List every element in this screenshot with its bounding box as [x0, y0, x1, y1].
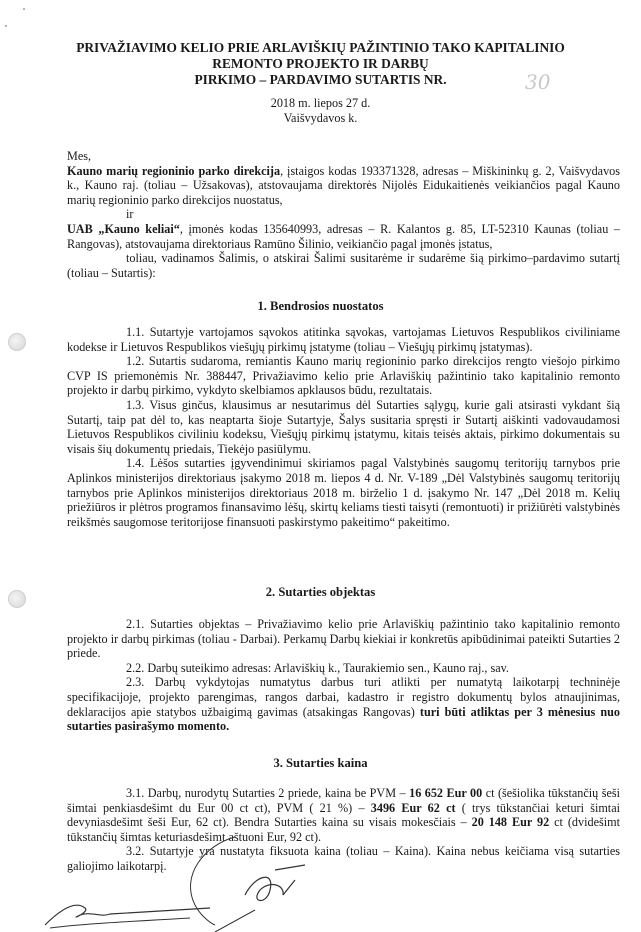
scan-speck — [5, 25, 7, 27]
mes-label: Mes, — [67, 149, 92, 163]
punch-hole — [8, 333, 26, 351]
party-2-name: UAB „Kauno keliai“ — [67, 221, 180, 236]
clause-3-1-text: 3.1. Darbų, nurodytų Sutarties 2 priede, kaina be PVM – — [126, 786, 410, 800]
clause-1-1: 1.1. Sutartyje vartojamos sąvokos atitinka sąvokas, vartojamas Lietuvos Respublikos civiliniame kodekse ir Lietuvos Respublikos viešųjų pirkimų įstatyme (toliau – Viešųjų pirkimų įstatymas). — [67, 325, 620, 354]
signature-2-icon — [175, 835, 325, 932]
total-price: 20 148 Eur 92 — [471, 815, 550, 830]
party-2 — [67, 222, 620, 251]
clause-1-2: 1.2. Sutartis sudaroma, remiantis Kauno marių regioninio parko direkcijos rengto viešojo pirkimo CVP IS priemonėmis Nr. 388447, Privažiavimo kelio prie Arlaviškių pažintinio tako kapitalinio remonto projekto ir darbų pirkimo, vykdyto skelbiamos apklausos būdu, rezultatais. — [67, 354, 620, 398]
price-without-vat: 16 652 Eur 00 — [409, 786, 483, 800]
clause-1-3: 1.3. Visus ginčus, klausimus ar nesutarimus dėl Sutarties sąlygų, kurie gali atsirasti vykdant šią Sutartį, taip pat dėl to, kas neaptarta šioje Sutartyje, Šalys susitaria spręsti ir Sutartį aiškinti vadovaudamosi Lietuvos Respublikos civiliniu kodeksu, Viešųjų pirkimų įstatymu, kitais teisės aktais, pirkimo dokumentais su visais šių dokumentų priedais, Tiekėjo pasiūlymu. — [67, 397, 620, 456]
contract-place: Vaišvydavos k. — [283, 111, 358, 125]
section-3-body — [67, 786, 620, 874]
agreement-statement: toliau, vadinamos Šalimis, o atskirai Šalimi susitarėme ir sudarėme šią pirkimo–pardavimo sutartį (toliau – Sutartis): — [67, 251, 620, 280]
handwritten-contract-number: 30 — [525, 70, 551, 94]
clause-3-1 — [67, 786, 620, 844]
section-2-heading: 2. Sutarties objektas — [265, 585, 376, 599]
party-2-details: , įmonės kodas 135640993, adresas – R. Kalantos g. 85, LT-52310 Kaunas (toliau – Rangovas), atstovaujama direktoriaus Ramūno Šilinio, veikiančio pagal įmonės įstatus, — [67, 221, 621, 251]
clause-1-4: 1.4. Lėšos sutarties įgyvendinimui skiriamos pagal Valstybinės saugomų teritorijų tarnybos prie Aplinkos ministerijos direktoriaus įsakymo 2018 m. liepos 4 d. Nr. V-189 „Dėl Valstybinės saugomų teritorijų tarnybos prie Aplinkos ministerijos direktoriaus 2018 m. birželio 1 d. įsakymo Nr. 147 „Dėl 2018 m. Kelių priežiūros ir plėtros programos finansavimo lėšų, skirtų keliams tiesti taisyti (remontuoti) ir prižiūrėti valstybinės reikšmės saugomose teritorijose finansuoti paskirstymo pakeitimo“ pakeitimo. — [67, 456, 620, 529]
clause-2-3-deadline: turi būti atliktas per 3 mėnesius nuo sutarties pasirašymo momento. — [67, 704, 621, 734]
title-line-2: REMONTO PROJEKTO IR DARBŲ — [212, 56, 429, 71]
section-1-body — [67, 325, 620, 529]
party-1-details: , įstaigos kodas 193371328, adresas – Miškininkų g. 2, Vaišvydavos k., Kauno raj. (toliau – Užsakovas), atstovaujama direktorės Nijolės Eidukaitienės veikiančios pagal Kauno marių regioninio parko direkcijos nuostatus, — [67, 163, 621, 207]
section-3-heading: 3. Sutarties kaina — [273, 756, 368, 770]
clause-3-1-text: ct (šešiolika tūkstančių šeši šimtai penkiasdešimt du Eur 00 ct ct), PVM ( 21 %) – — [67, 786, 620, 815]
parties-intro — [67, 149, 620, 280]
clause-2-1: 2.1. Sutarties objektas – Privažiavimo kelio prie Arlaviškių pažintinio tako kapitalinio remonto projekto ir darbų pirkimas (toliau - Darbai). Perkamų Darbų kiekiai ir konkretūs apibūdinimai pateikti Sutarties 2 priede. — [67, 617, 620, 661]
title-line-1: PRIVAŽIAVIMO KELIO PRIE ARLAVIŠKIŲ PAŽINTINIO TAKO KAPITALINIO — [76, 40, 565, 55]
clause-3-1-text: ct (dvidešimt tūkstančių šimtas keturiasdešimt aštuoni Eur, 92 ct). — [67, 815, 620, 844]
ir-label: ir — [126, 207, 134, 222]
clause-2-2: 2.2. Darbų suteikimo adresas: Arlaviškių k., Taurakiemio sen., Kauno raj., sav. — [126, 660, 509, 675]
vat-amount: 3496 Eur 62 ct — [370, 800, 456, 815]
title-line-3: PIRKIMO – PARDAVIMO SUTARTIS NR. — [194, 72, 447, 87]
party-1-name: Kauno marių regioninio parko direkcija — [67, 163, 281, 178]
contract-date: 2018 m. liepos 27 d. — [270, 96, 371, 110]
section-1-heading: 1. Bendrosios nuostatos — [257, 299, 384, 313]
clause-2-3 — [67, 675, 620, 733]
party-1 — [67, 164, 620, 208]
scan-speck — [23, 8, 25, 10]
clause-2-3-text: 2.3. Darbų vykdytojas numatytus darbus turi atlikti per numatytą laikotarpį techninėje specifikacijoje, projekto parengimas, rangos darbai, kadastro ir registro dokumentų bylos atnaujinimas, deklaracijos apie statybos užbaigimą gavimas (atsakingas Rangovas) — [67, 675, 620, 719]
section-2-body — [67, 617, 620, 734]
clause-3-1-text: ( trys tūkstančiai keturi šimtai devyniasdešimt šeši Eur, 62 ct). Bendra Sutarties kaina su visais mokesčiais – — [67, 800, 620, 830]
clause-3-2: 3.2. Sutartyje yra nustatyta fiksuota kaina (toliau – Kaina). Kaina nebus keičiama visą sutarties galiojimo laikotarpį. — [67, 844, 620, 873]
